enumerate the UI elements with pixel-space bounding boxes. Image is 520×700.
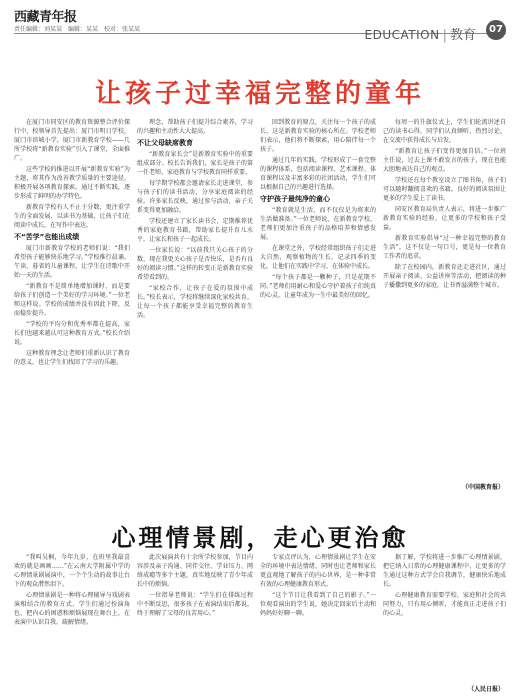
paragraph: 一位家长说：“以前我只关心孩子的分数，现在我更关心孩子是否快乐，是否有良好的阅读习惯。”这样的转变正是新教育实验希望看到的。 bbox=[137, 247, 253, 281]
section-divider: | bbox=[442, 28, 447, 43]
article2-column-4 bbox=[383, 553, 506, 681]
paragraph: “这个节目让我看到了自己的影子。”一位观看演出的学生说，她决定回家后主动和妈妈好好聊一聊。 bbox=[260, 592, 376, 617]
article2-headline: 心理情景剧，走心更治愈 bbox=[111, 524, 409, 552]
article2-column-3 bbox=[260, 553, 376, 693]
paragraph: 心理情景剧是一种将心理辅导与戏剧表演相结合的教育方式，学生们通过扮演角色，把内心的困惑和烦恼展现在舞台上，在表演中认识自我、疏解情绪。 bbox=[14, 592, 130, 626]
paragraph: 回到教育的原点，关注每一个孩子的成长，这是新教育实验的核心所在。学校老师们表示，他们将不断探索，用心陪伴每一个孩子。 bbox=[260, 119, 376, 153]
paragraph: 除了在校园内，新教育还走进社区，通过开展亲子阅读、公益讲座等活动，把阅读的种子播撒到更多的家庭，让书香溢满整个城市。 bbox=[383, 264, 506, 289]
paragraph: 同安区教育局负责人表示，将进一步推广新教育实验的经验，让更多的学校和孩子受益。 bbox=[383, 206, 506, 231]
paragraph: 在课堂之外，学校经常组织孩子们走进大自然，观察植物的生长，记录四季的变化，让他们在实践中学习，在体验中成长。 bbox=[260, 245, 376, 270]
paragraph: “我叫吴桐，今年九岁，在班里我最喜欢的就是画画……”在云南大学附属中学的心理情景剧展演中，一个个生动的故事让台下的观众潸然泪下。 bbox=[14, 554, 130, 588]
section-label-cn: 教育 bbox=[449, 28, 476, 43]
subheading: 不“苦学”也能出成绩 bbox=[14, 233, 80, 241]
paragraph: 据了解，学校将进一步推广心理情景剧，把它纳入日常的心理健康课程中，让更多的学生通过这种方式学会自我调节，健康快乐地成长。 bbox=[383, 554, 506, 588]
paragraph: 心理健康教育需要学校、家庭和社会的共同努力，只有用心倾听，才能真正走进孩子们的心灵。 bbox=[383, 592, 506, 617]
article1-column-3 bbox=[260, 118, 376, 490]
paragraph: 每周一的升旗仪式上，学生们轮流讲述自己的读书心得，同学们认真倾听，热烈讨论，在交流中获得成长与启发。 bbox=[383, 119, 506, 144]
article2-column-1 bbox=[14, 553, 130, 693]
publication-title: 西藏青年报 bbox=[14, 10, 77, 25]
paragraph: “学校的平均分和优秀率都在提高，家长们也越来越认可这种教育方式。”校长介绍说。 bbox=[14, 321, 130, 346]
article1-column-4 bbox=[383, 118, 506, 478]
paragraph: 一位指导老师说：“学生们在排练过程中不断反思，很多孩子在表演结束后都说，终于理解了父母的良苦用心。” bbox=[137, 592, 253, 617]
section-label bbox=[365, 24, 476, 43]
article1-column-2 bbox=[137, 118, 253, 490]
article1-column-1 bbox=[14, 118, 130, 490]
paragraph: “家校合作，让孩子在爱的氛围中成长。”校长表示，学校将继续深化家校共育，让每一个孩子都能享受幸福完整的教育生活。 bbox=[137, 285, 253, 319]
paragraph: “新教育让孩子们变得更加自信。”一位班主任说，过去上课不敢发言的孩子，现在也能大胆地表达自己的观点。 bbox=[383, 148, 506, 173]
paragraph: “新教育家长会”是新教育实验中的重要组成部分。校长告诉我们，家长是孩子的第一任老师，家庭教育与学校教育同样重要。 bbox=[137, 151, 253, 176]
paragraph: “新教育不是简单地增加课时，而是要给孩子们创造一个美好的学习环境。”一位老师这样说。学校的成绩并没有因此下降，反而稳步提升。 bbox=[14, 283, 130, 317]
paragraph: 在厦门市同安区的教育资源整合评价探行中，校领导首先提出：厦门市明日学校，厦门市滨城小学，厦门市新教育学校——几所学校将“新教育实验”引入了课堂，全面推广。 bbox=[14, 119, 130, 162]
paragraph: 这些学校的推进以开展“新教育实验”为主题，将其作为改善教学质量的主要途径，积极开展各项教育探索。通过不断实践，逐步形成了鲜明的办学特色。 bbox=[14, 166, 130, 200]
article1-headline: 让孩子过幸福完整的童年 bbox=[94, 79, 425, 109]
paragraph: 每学期学校都会邀请家长走进课堂，参与孩子们的读书活动，分享家庭阅读的经验。许多家长反映，通过参与活动，亲子关系变得更加融洽。 bbox=[137, 180, 253, 214]
article2-column-2 bbox=[137, 553, 253, 693]
article2-source: （人民日报） bbox=[467, 686, 504, 693]
page-header bbox=[14, 6, 506, 52]
paragraph: “每个孩子都是一颗种子，只是花期不同。”老师们用耐心和爱心守护着孩子们纯真的心灵，让童年成为一生中最美好的回忆。 bbox=[260, 274, 376, 299]
paragraph: 此次展演共有十余所学校参加，节目内容涉及亲子沟通、同伴交往、学业压力、网络成瘾等多个主题，真实地反映了青少年成长中的烦恼。 bbox=[137, 554, 253, 588]
section-label-en: EDUCATION bbox=[364, 28, 440, 42]
paragraph: 厦门市新教育学校的老师们说：“我们希望孩子能够快乐地学习。”学校推行晨诵、午读、暮省的儿童课程，让学生在诗歌中开始一天的生活。 bbox=[14, 245, 130, 279]
paragraph: 学校还在每个教室设立了图书角，孩子们可以随时翻阅喜欢的书籍。良好的阅读氛围让更多的学生爱上了读书。 bbox=[383, 177, 506, 202]
paragraph: 专家点评认为，心理情景剧让学生在安全的环境中表达情绪，同时也让老师和家长更直观地了解孩子的内心世界，是一种非常有效的心理健康教育形式。 bbox=[260, 554, 376, 588]
subheading: 守护孩子最纯净的童心 bbox=[260, 195, 330, 203]
paragraph: 通过几年的实践，学校形成了一套完整的课程体系，包括阅读课程、艺术课程、体育课程以及丰富多彩的社团活动，学生们可以根据自己的兴趣进行选择。 bbox=[260, 157, 376, 191]
paragraph: 理念，帮助孩子们提升综合素养，学习的兴趣和主动性大大提高。 bbox=[137, 119, 253, 135]
article1-source: （中国教育报） bbox=[461, 484, 504, 491]
page-number-badge: 07 bbox=[486, 20, 506, 40]
paragraph: 这种教育理念让老师们重新认识了教育的意义，也让学生们找回了学习的乐趣。 bbox=[14, 350, 130, 366]
subheading: 不让父母缺席教育 bbox=[137, 139, 193, 147]
paragraph: 新教育学校有人不止于分数，更注重学生的全面发展，以读书为基础，让孩子们在阅读中成长，在写作中表达。 bbox=[14, 204, 130, 229]
paragraph: 学校还建立了家长读书会，定期推荐优秀的家庭教育书籍，帮助家长提升育儿水平，让家长和孩子一起成长。 bbox=[137, 218, 253, 243]
paragraph: “教育就是生活，而不仅仅是为将来的生活做准备。”一位老师说，在新教育学校，老师们更加注重孩子的品格培养和情感发展。 bbox=[260, 207, 376, 241]
paragraph: 新教育实验倡导“过一种幸福完整的教育生活”，这不仅是一句口号，更是每一位教育工作者的追求。 bbox=[383, 235, 506, 260]
editor-credits: 责任编辑：刘某某 编辑：某某 校对：张某某 bbox=[14, 26, 141, 33]
